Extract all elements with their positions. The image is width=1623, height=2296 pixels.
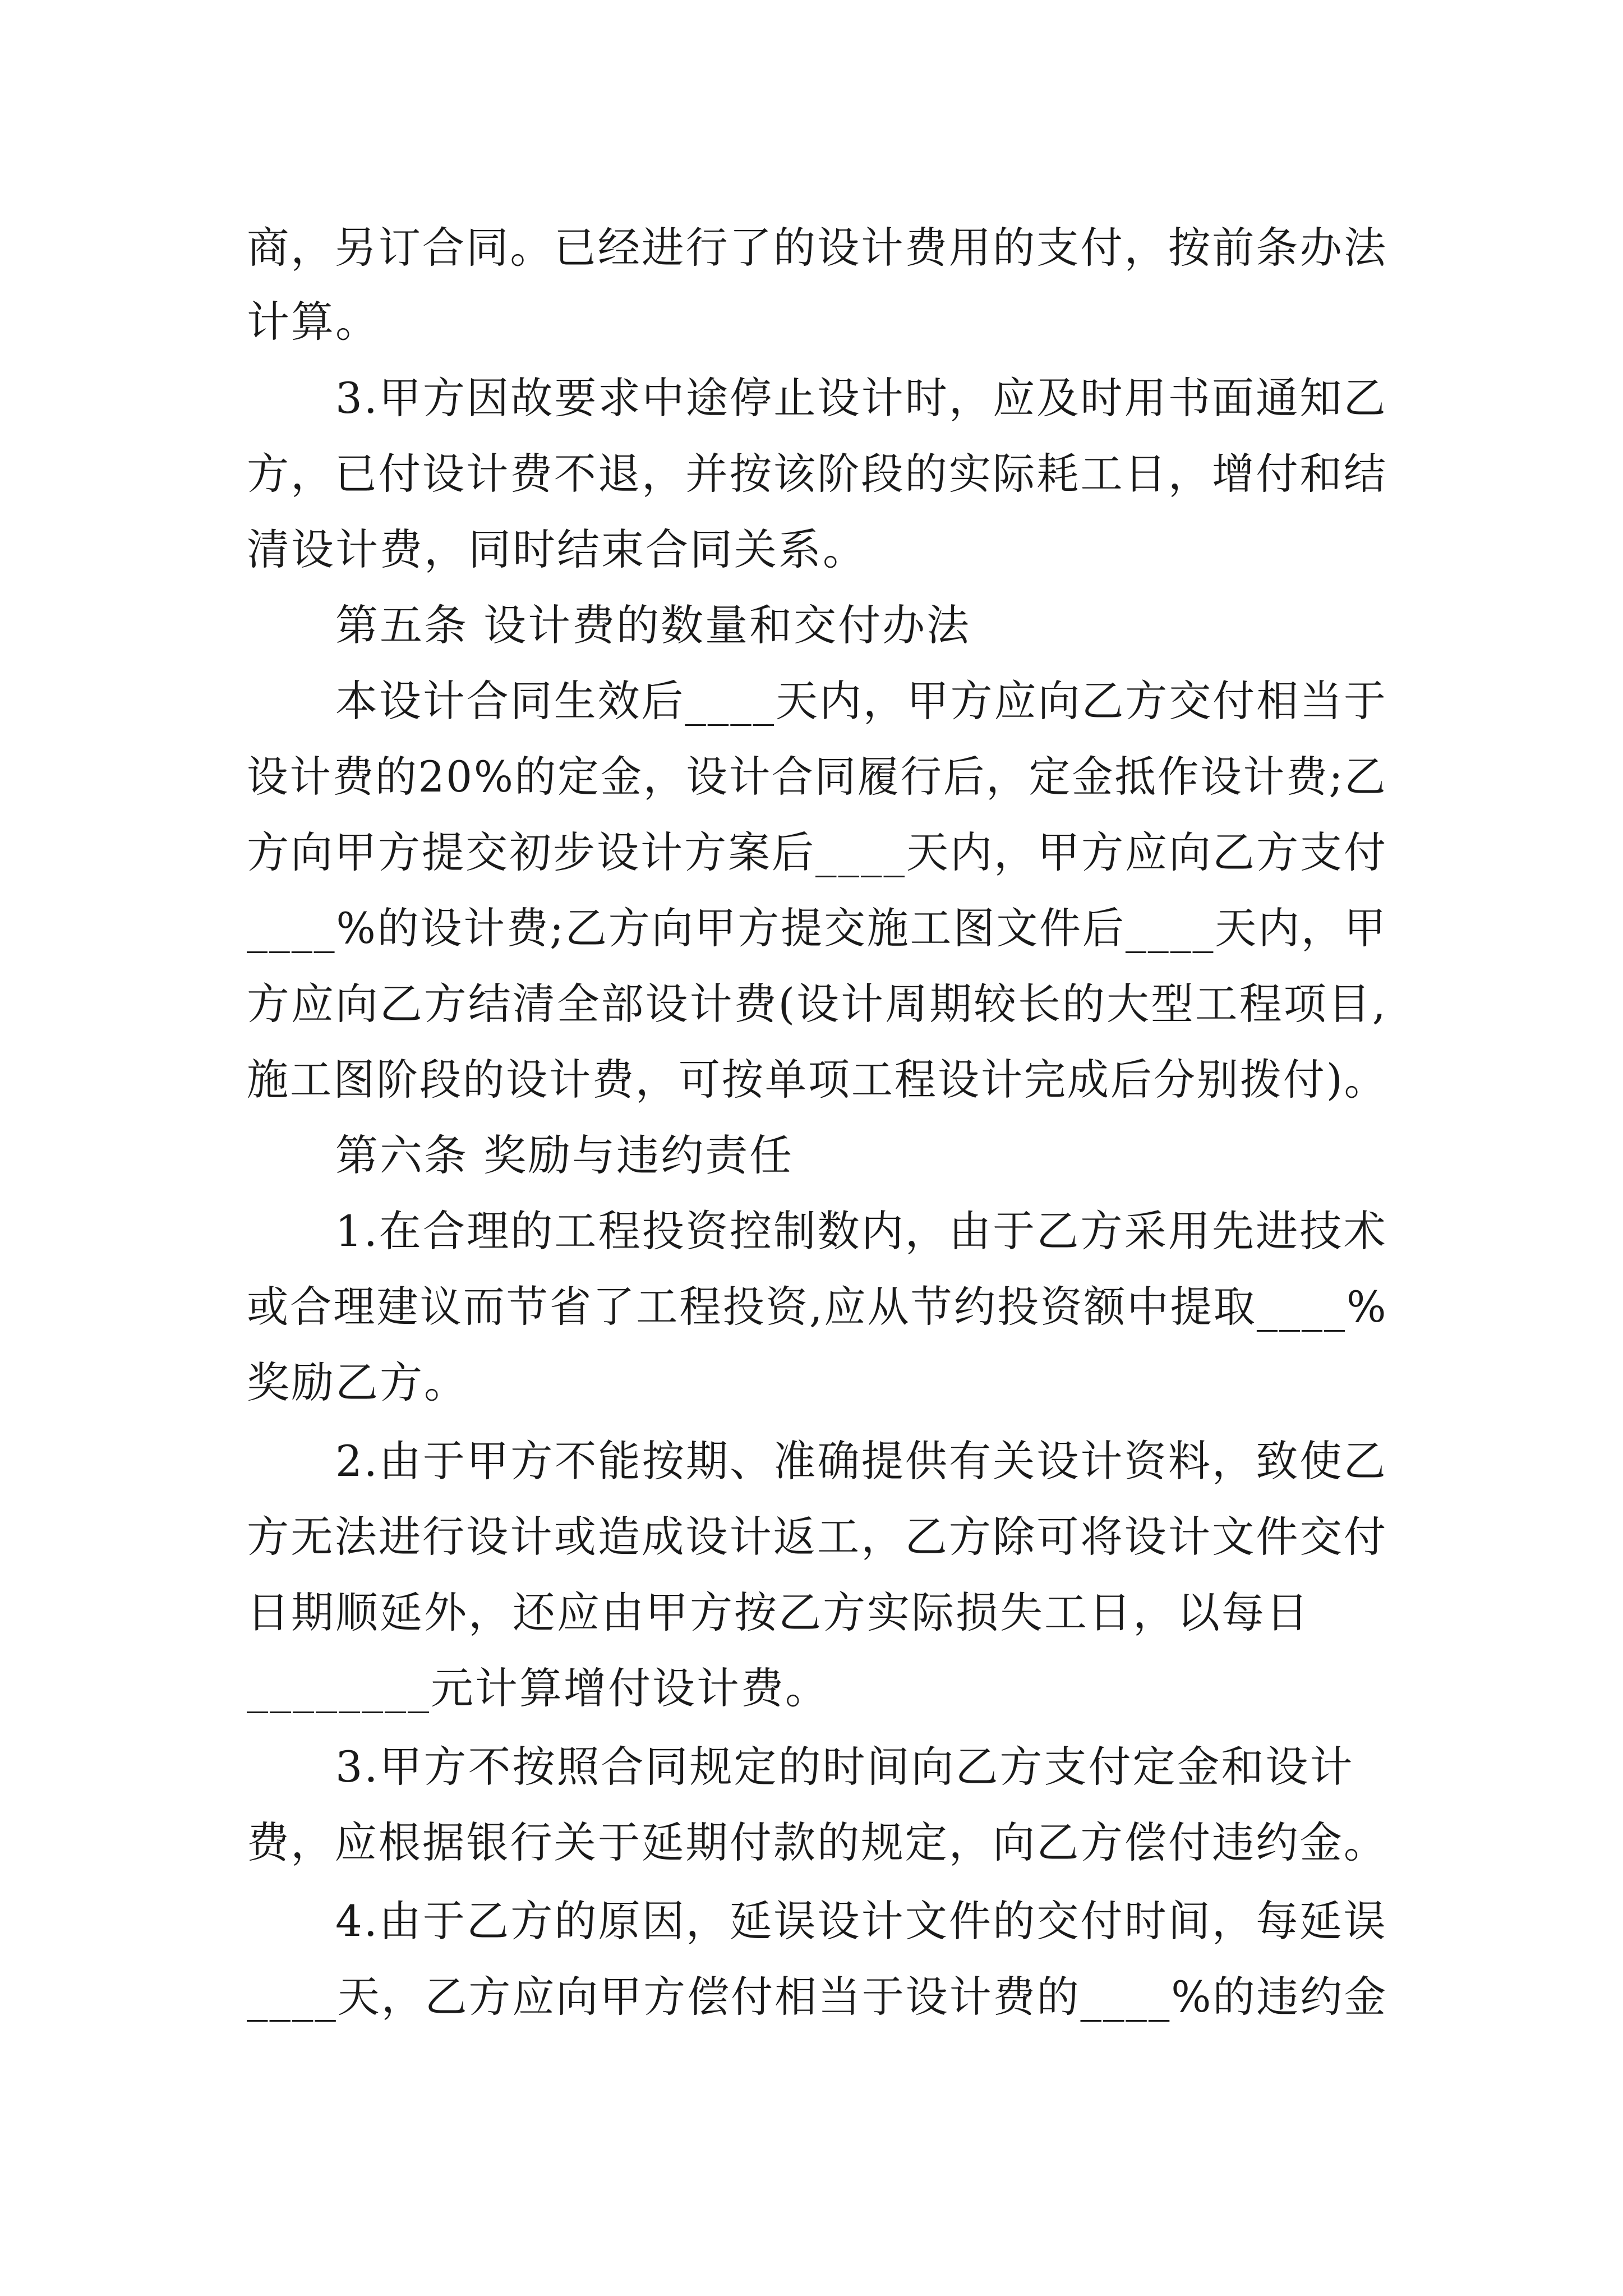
text-line: 2.由于甲方不能按期、准确提供有关设计资料，致使乙: [335, 1436, 1387, 1486]
text-line: 1.在合理的工程投资控制数内，由于乙方采用先进技术: [335, 1206, 1387, 1256]
text-line: 清设计费，同时结束合同关系。: [247, 524, 867, 574]
text-line: 方应向乙方结清全部设计费(设计周期较长的大型工程项目,: [247, 979, 1387, 1029]
text-line: 费，应根据银行关于延期付款的规定，向乙方偿付违约金。: [247, 1818, 1388, 1867]
text-line: ____天，乙方应向甲方偿付相当于设计费的____%的违约金: [247, 1972, 1388, 2022]
section-heading: 第五条 设计费的数量和交付办法: [335, 600, 971, 650]
text-line: 商，另订合同。已经进行了的设计费用的支付，按前条办法: [247, 223, 1388, 273]
text-line: ________元计算增付设计费。: [247, 1663, 829, 1713]
text-line: 3.甲方因故要求中途停止设计时，应及时用书面通知乙: [335, 373, 1387, 423]
text-line: 奖励乙方。: [247, 1358, 468, 1407]
text-line: 方无法进行设计或造成设计返工，乙方除可将设计文件交付: [247, 1512, 1388, 1562]
text-line: 施工图阶段的设计费，可按单项工程设计完成后分别拨付)。: [247, 1055, 1387, 1105]
text-line: 设计费的20%的定金，设计合同履行后，定金抵作设计费;乙: [247, 752, 1387, 802]
text-line: 日期顺延外，还应由甲方按乙方实际损失工日，以每日: [247, 1588, 1310, 1637]
text-line: 方向甲方提交初步设计方案后____天内，甲方应向乙方支付: [247, 827, 1388, 877]
text-line: 或合理建议而节省了工程投资,应从节约投资额中提取____%: [247, 1282, 1388, 1332]
text-line: 3.甲方不按照合同规定的时间向乙方支付定金和设计: [335, 1742, 1354, 1792]
text-line: 计算。: [247, 297, 380, 347]
text-line: 4.由于乙方的原因，延误设计文件的交付时间，每延误: [335, 1896, 1387, 1946]
text-line: ____%的设计费;乙方向甲方提交施工图文件后____天内，甲: [247, 903, 1387, 953]
text-line: 方，已付设计费不退，并按该阶段的实际耗工日，增付和结: [247, 449, 1388, 499]
text-line: 本设计合同生效后____天内，甲方应向乙方交付相当于: [335, 676, 1387, 726]
section-heading: 第六条 奖励与违约责任: [335, 1130, 794, 1180]
